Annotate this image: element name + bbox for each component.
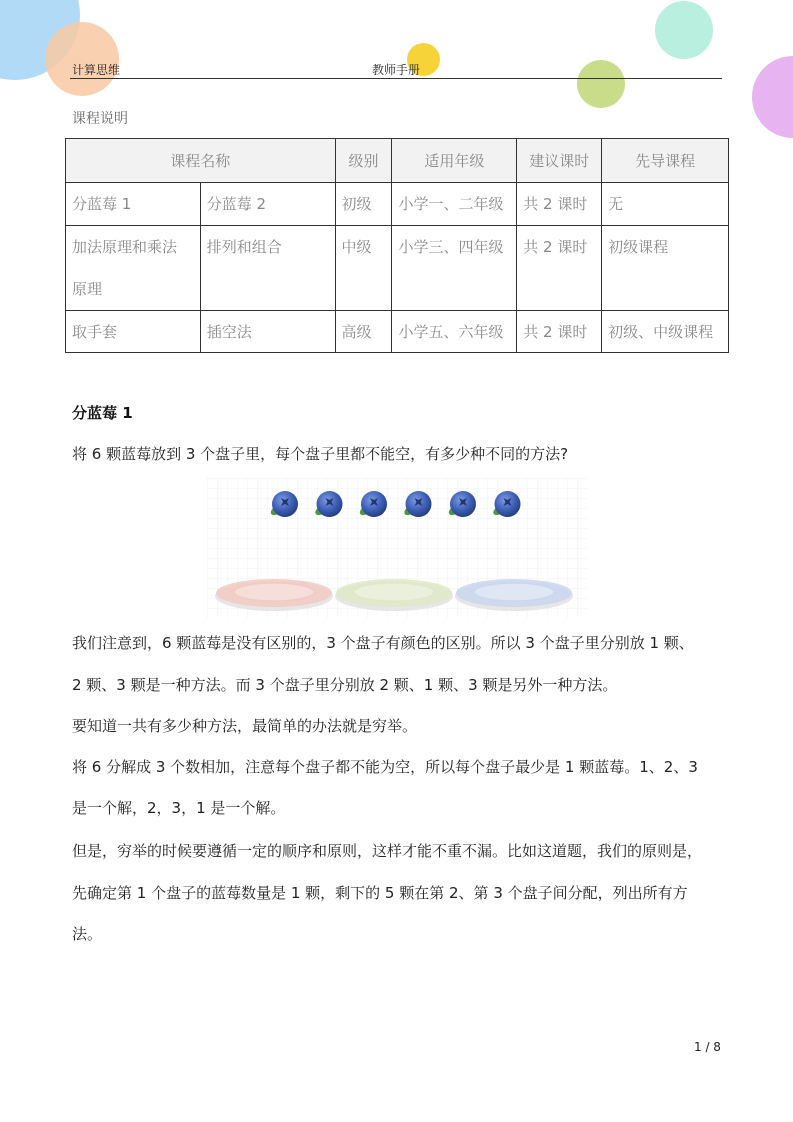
- cell-hours: 共 2 课时: [517, 311, 602, 353]
- question-text: 将 6 颗蓝莓放到 3 个盘子里，每个盘子里都不能空，有多少种不同的方法?: [72, 445, 569, 463]
- table-header-row: [66, 139, 729, 183]
- cell-grade: 小学三、四年级: [392, 226, 517, 311]
- cell-course-b: 排列和组合: [200, 226, 335, 311]
- header-left-title: 计算思维: [72, 63, 121, 77]
- cell-course-a: 取手套: [66, 311, 201, 353]
- cell-course-b: 插空法: [200, 311, 335, 353]
- header-hours: 建议课时: [517, 139, 602, 183]
- header-center-title: 教师手册: [372, 63, 421, 77]
- table-row: [66, 311, 729, 353]
- lesson-subtitle: 分蓝莓 1: [72, 404, 133, 422]
- paragraph-1-line-2: 2 颗、3 颗是一种方法。而 3 个盘子里分别放 2 颗、1 颗、3 颗是另外一种方法。: [72, 676, 618, 694]
- header-prereq: 先导课程: [602, 139, 729, 183]
- cell-course-a: [66, 226, 201, 311]
- header-course-name: 课程名称: [66, 139, 336, 183]
- header-level: 级别: [335, 139, 392, 183]
- table-row: [66, 183, 729, 226]
- course-table: [65, 138, 729, 353]
- cell-grade: 小学五、六年级: [392, 311, 517, 353]
- blueberry-plates-illustration: [207, 478, 587, 618]
- paragraph-3-line-1: 将 6 分解成 3 个数相加，注意每个盘子都不能为空，所以每个盘子最少是 1 颗蓝莓。1、2、3: [72, 758, 698, 776]
- paragraph-4-line-2: 先确定第 1 个盘子的蓝莓数量是 1 颗，剩下的 5 颗在第 2、第 3 个盘子间分配，列出所有方: [72, 884, 688, 902]
- page-header: [70, 58, 722, 79]
- paragraph-2: 要知道一共有多少种方法，最简单的办法就是穷举。: [72, 717, 418, 735]
- cell-hours: 共 2 课时: [517, 183, 602, 226]
- paragraph-4-line-3: 法。: [72, 925, 103, 943]
- plate-icon: [215, 579, 333, 611]
- section-label: 课程说明: [72, 111, 128, 127]
- cell-prereq: 初级课程: [602, 226, 729, 311]
- illustration-svg: [207, 478, 587, 618]
- cell-course-a-line1: 加法原理和乘法: [72, 238, 178, 256]
- cell-level: 中级: [335, 226, 392, 311]
- cell-grade: 小学一、二年级: [392, 183, 517, 226]
- header-grade: 适用年级: [392, 139, 517, 183]
- cell-course-a: 分蓝莓 1: [66, 183, 201, 226]
- cell-prereq: 无: [602, 183, 729, 226]
- cell-course-b: 分蓝莓 2: [200, 183, 335, 226]
- plate-icon: [455, 579, 573, 611]
- decor-circle-mint: [655, 1, 713, 59]
- plate-icon: [335, 579, 453, 611]
- cell-prereq: 初级、中级课程: [602, 311, 729, 353]
- cell-course-a-line2: 原理: [72, 280, 103, 298]
- cell-hours: 共 2 课时: [517, 226, 602, 311]
- paragraph-4-line-1: 但是，穷举的时候要遵循一定的顺序和原则，这样才能不重不漏。比如这道题，我们的原则是，: [72, 842, 703, 860]
- page-number: 1 / 8: [694, 1040, 721, 1054]
- decor-circle-purple: [752, 56, 793, 138]
- cell-level: 高级: [335, 311, 392, 353]
- cell-level: 初级: [335, 183, 392, 226]
- paragraph-1-line-1: 我们注意到，6 颗蓝莓是没有区别的，3 个盘子有颜色的区别。所以 3 个盘子里分别放 1 颗、: [72, 634, 694, 652]
- table-row: [66, 226, 729, 311]
- paragraph-3-line-2: 是一个解，2，3，1 是一个解。: [72, 799, 286, 817]
